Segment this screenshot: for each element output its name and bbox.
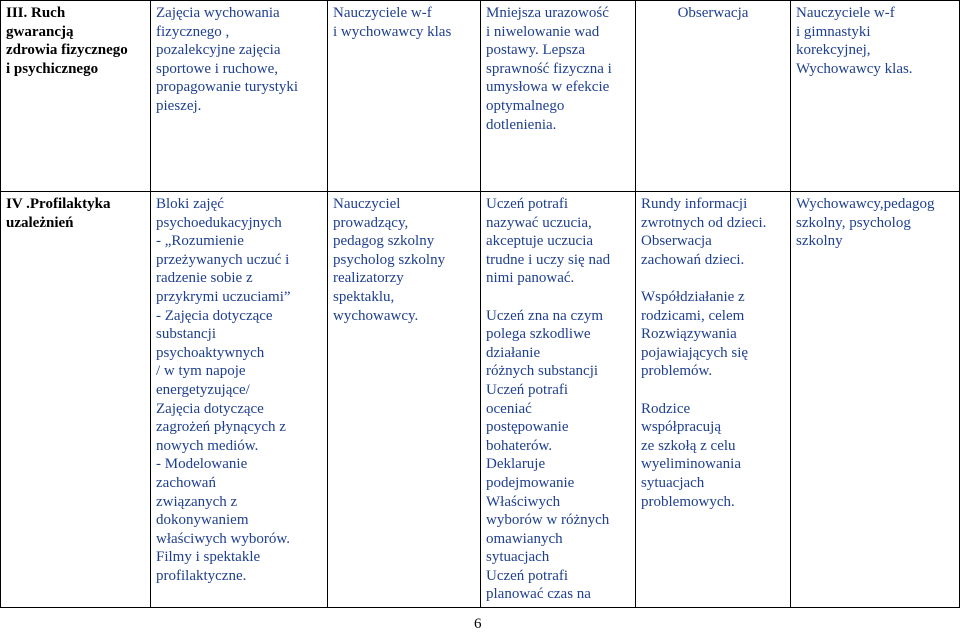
- activities-cell: [151, 1, 328, 192]
- table-row: [1, 1, 960, 192]
- cell-text-line: pozalekcyjne zajęcia: [156, 42, 281, 59]
- cell-text-line: planować czas na: [486, 586, 591, 603]
- cell-text-line: Rozwiązywania: [641, 326, 737, 343]
- cell-text-line: związanych z: [156, 493, 238, 510]
- cell-text-line: Właściwych: [486, 493, 561, 510]
- cell-text-line: optymalnego: [486, 97, 565, 114]
- paragraph-gap: [641, 269, 785, 288]
- cell-text-line: zdrowia fizycznego: [6, 42, 128, 59]
- cell-text-line: Współdziałanie z: [641, 288, 745, 305]
- cell-text-line: pojawiających się: [641, 344, 749, 361]
- cell-text-line: akceptuje uczucia: [486, 233, 594, 250]
- cell-text-line: podejmowanie: [486, 474, 575, 491]
- cell-text-line: pieszej.: [156, 97, 202, 114]
- cell-text-line: Uczeń potrafi: [486, 567, 569, 584]
- cell-text-line: korekcyjnej,: [796, 42, 871, 59]
- paragraph-gap: [641, 381, 785, 400]
- cell-text-line: omawianych: [486, 530, 563, 547]
- responsible-cell: [328, 1, 481, 192]
- cell-text-line: Wychowawcy klas.: [796, 60, 913, 77]
- cell-text-line: współpracują: [641, 419, 721, 436]
- cell-text-line: nazywać uczucia,: [486, 214, 592, 231]
- activities-cell: [151, 192, 328, 608]
- cell-text-line: Zajęcia dotyczące: [156, 400, 264, 417]
- cell-text-line: Uczeń potrafi: [486, 196, 569, 212]
- cell-text-line: dokonywaniem: [156, 512, 249, 529]
- cell-text-line: umysłowa w efekcie: [486, 79, 610, 96]
- cell-text-line: zwrotnych od dzieci.: [641, 214, 767, 231]
- cell-text-line: bohaterów.: [486, 437, 553, 454]
- cell-text-line: przykrymi uczuciami”: [156, 288, 291, 305]
- cell-text-line: psycholog szkolny: [333, 251, 446, 268]
- cell-text-line: wychowawcy.: [333, 307, 419, 324]
- cell-text-line: i wychowawcy klas: [333, 23, 452, 40]
- cell-text-line: oceniać: [486, 400, 532, 417]
- cell-text-line: wyborów w różnych: [486, 512, 610, 529]
- cell-text-line: Bloki zajęć: [156, 196, 224, 212]
- cell-text-line: III. Ruch: [6, 5, 66, 21]
- cell-text-line: zachowań: [156, 474, 216, 491]
- cell-text-line: rodzicami, celem: [641, 307, 745, 324]
- cell-text-line: problemów.: [641, 363, 713, 380]
- cell-text-line: zagrożeń płynących z: [156, 419, 286, 436]
- cell-text-line: Nauczyciele w-f: [333, 5, 432, 21]
- responsible-cell: [328, 192, 481, 608]
- cell-text-line: postępowanie: [486, 419, 569, 436]
- cell-text-line: energetyzujące/: [156, 381, 250, 398]
- cell-text-line: spektaklu,: [333, 288, 395, 305]
- cell-text-line: fizycznego ,: [156, 23, 230, 40]
- page-number: 6: [474, 616, 482, 632]
- table-row: [1, 192, 960, 608]
- results-cell: [481, 1, 636, 192]
- cell-text-line: właściwych wyborów.: [156, 530, 290, 547]
- executors-cell: [791, 1, 960, 192]
- cell-text-line: Obserwacja: [677, 5, 749, 21]
- cell-text-line: sprawność fizyczna i: [486, 60, 612, 77]
- cell-text-line: Uczeń potrafi: [486, 381, 569, 398]
- cell-text-line: różnych substancji: [486, 363, 599, 380]
- cell-text-line: szkolny, psycholog: [796, 214, 911, 231]
- cell-text-line: propagowanie turystyki: [156, 79, 299, 96]
- section-cell: [1, 192, 151, 608]
- cell-text-line: - Modelowanie: [156, 456, 248, 473]
- cell-text-line: i niwelowanie wad: [486, 23, 600, 40]
- cell-text-line: postawy. Lepsza: [486, 42, 585, 59]
- cell-text-line: polega szkodliwe: [486, 326, 591, 343]
- cell-text-line: nimi panować.: [486, 270, 575, 287]
- cell-text-line: problemowych.: [641, 493, 735, 510]
- cell-text-line: Zajęcia wychowania: [156, 5, 280, 21]
- cell-text-line: radzenie sobie z: [156, 270, 253, 287]
- cell-text-line: szkolny: [796, 233, 843, 250]
- cell-text-line: dotlenienia.: [486, 116, 557, 133]
- cell-text-line: pedagog szkolny: [333, 233, 435, 250]
- cell-text-line: psychoedukacyjnych: [156, 214, 282, 231]
- evaluation-cell: [636, 1, 791, 192]
- cell-text-line: sytuacjach: [641, 474, 705, 491]
- cell-text-line: Mniejsza urazowość: [486, 5, 609, 21]
- cell-text-line: psychoaktywnych: [156, 344, 265, 361]
- section-cell: [1, 1, 151, 192]
- cell-text-line: i psychicznego: [6, 60, 99, 77]
- cell-text-line: Rundy informacji: [641, 196, 748, 212]
- cell-text-line: realizatorzy: [333, 270, 404, 287]
- cell-text-line: uzależnień: [6, 214, 74, 231]
- cell-text-line: / w tym napoje: [156, 363, 246, 380]
- cell-text-line: działanie: [486, 344, 541, 361]
- cell-text-line: substancji: [156, 326, 216, 343]
- cell-text-line: prowadzący,: [333, 214, 409, 231]
- cell-text-line: profilaktyczne.: [156, 567, 247, 584]
- cell-text-line: Filmy i spektakle: [156, 549, 261, 566]
- cell-text-line: zachowań dzieci.: [641, 251, 745, 268]
- cell-text-line: Nauczyciel: [333, 196, 401, 212]
- cell-text-line: - Zajęcia dotyczące: [156, 307, 273, 324]
- cell-text-line: gwarancją: [6, 23, 74, 40]
- cell-text-line: wyeliminowania: [641, 456, 741, 473]
- cell-text-line: sportowe i ruchowe,: [156, 60, 279, 77]
- evaluation-cell: [636, 192, 791, 608]
- cell-text-line: IV .Profilaktyka: [6, 196, 111, 212]
- cell-text-line: trudne i uczy się nad: [486, 251, 611, 268]
- results-cell: [481, 192, 636, 608]
- cell-text-line: Rodzice: [641, 400, 691, 417]
- cell-text-line: Wychowawcy,pedagog: [796, 196, 935, 212]
- cell-text-line: ze szkołą z celu: [641, 437, 736, 454]
- executors-cell: [791, 192, 960, 608]
- cell-text-line: Deklaruje: [486, 456, 546, 473]
- cell-text-line: sytuacjach: [486, 549, 550, 566]
- cell-text-line: - „Rozumienie: [156, 233, 244, 250]
- cell-text-line: Uczeń zna na czym: [486, 307, 604, 324]
- cell-text-line: nowych mediów.: [156, 437, 259, 454]
- cell-text-line: Nauczyciele w-f: [796, 5, 895, 21]
- cell-text-line: Obserwacja: [641, 233, 712, 250]
- cell-text-line: przeżywanych uczuć i: [156, 251, 290, 268]
- paragraph-gap: [486, 288, 630, 307]
- cell-text-line: i gimnastyki: [796, 23, 871, 40]
